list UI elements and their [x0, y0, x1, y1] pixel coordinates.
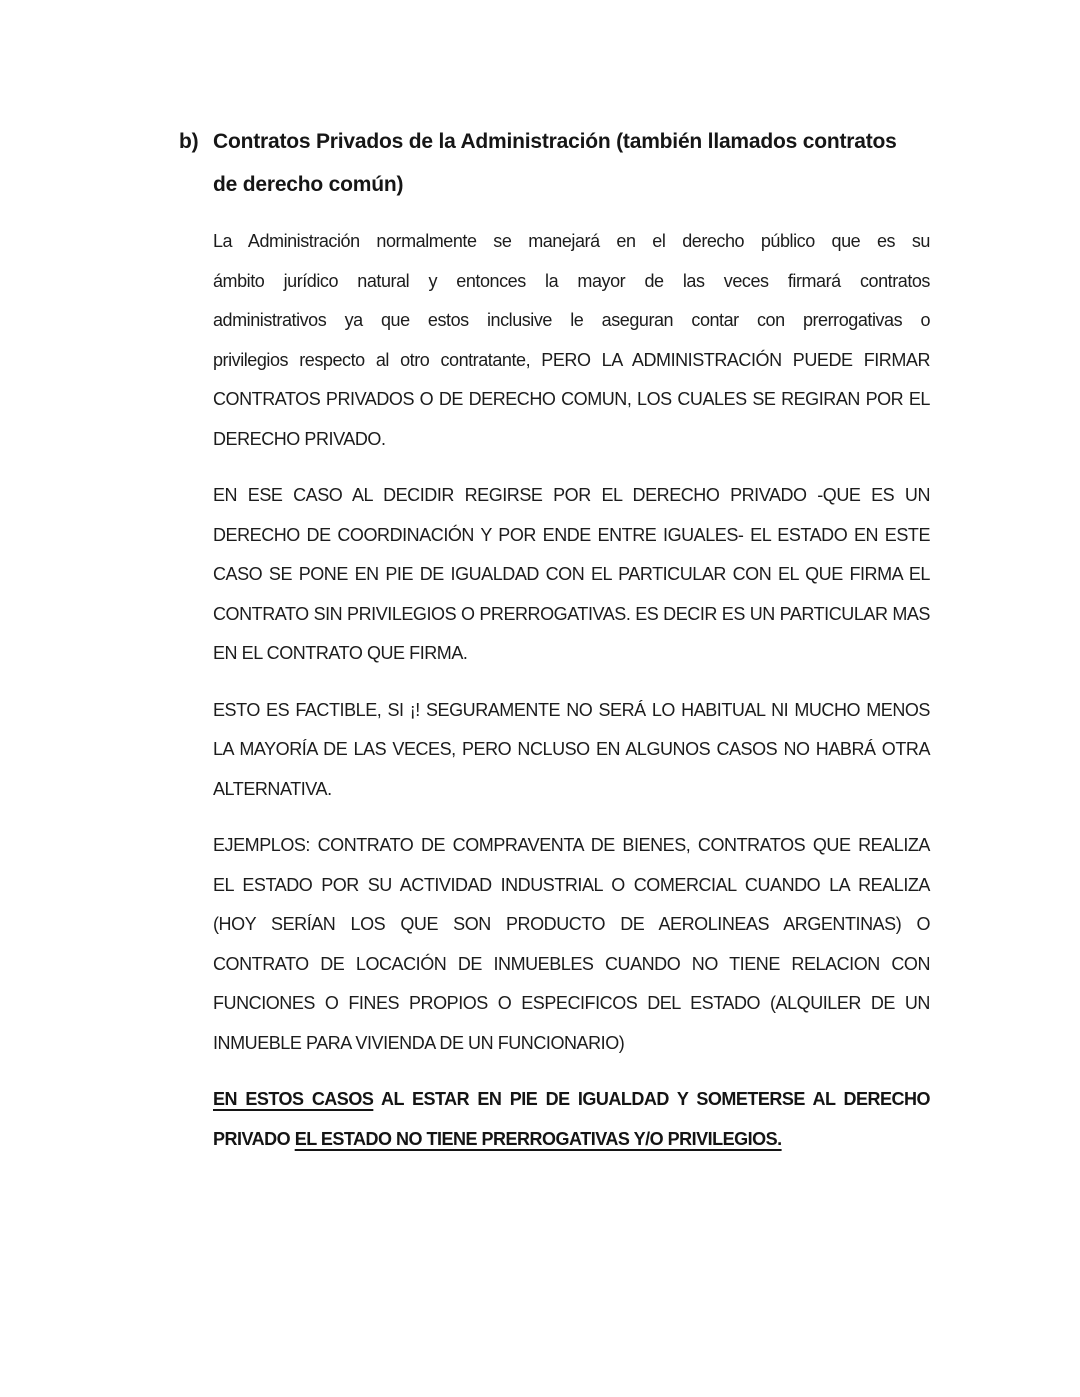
- text-line: [213, 1120, 930, 1160]
- text-line: ámbito jurídico natural y entonces la mayor de las veces firmará contratos: [213, 270, 930, 291]
- text-line: (HOY SERÍAN LOS QUE SON PRODUCTO DE AEROLINEAS ARGENTINAS) O: [213, 914, 930, 934]
- text-line: La Administración normalmente se manejará en el derecho público que es su: [213, 231, 930, 251]
- heading-list-marker: b): [179, 130, 199, 153]
- text-line: CONTRATO DE LOCACIÓN DE INMUEBLES CUANDO NO TIENE RELACION CON: [213, 953, 930, 974]
- paragraph-factible: [213, 691, 930, 810]
- conclusion-text: PRIVADO: [213, 1128, 295, 1149]
- text-line: privilegios respecto al otro contratante, PERO LA ADMINISTRACIÓN PUEDE FIRMAR: [213, 349, 930, 370]
- text-line: DERECHO PRIVADO.: [213, 428, 386, 449]
- paragraph-derecho-privado: [213, 476, 930, 674]
- text-line: LA MAYORÍA DE LAS VECES, PERO NCLUSO EN ALGUNOS CASOS NO HABRÁ OTRA: [213, 739, 930, 759]
- heading-line: de derecho común): [213, 173, 404, 196]
- text-line: FUNCIONES O FINES PROPIOS O ESPECIFICOS DEL ESTADO (ALQUILER DE UN: [213, 993, 930, 1013]
- underlined-text: EN ESTOS CASOS: [213, 1089, 374, 1109]
- conclusion-text: AL ESTAR EN PIE DE IGUALDAD Y SOMETERSE AL DERECHO: [373, 1089, 930, 1109]
- text-line: INMUEBLE PARA VIVIENDA DE UN FUNCIONARIO): [213, 1032, 625, 1053]
- text-line: ESTO ES FACTIBLE, SI ¡! SEGURAMENTE NO SERÁ LO HABITUAL NI MUCHO MENOS: [213, 699, 930, 720]
- text-line: [213, 1080, 930, 1120]
- text-line: EN ESE CASO AL DECIDIR REGIRSE POR EL DERECHO PRIVADO -QUE ES UN: [213, 485, 930, 505]
- underlined-text: EL ESTADO NO TIENE PRERROGATIVAS Y/O PRIVILEGIOS.: [294, 1128, 782, 1149]
- text-line: CONTRATOS PRIVADOS O DE DERECHO COMUN, LOS CUALES SE REGIRAN POR EL: [213, 389, 930, 409]
- document-content: [179, 120, 930, 1176]
- paragraph-conclusion: [213, 1080, 930, 1159]
- text-line: EN EL CONTRATO QUE FIRMA.: [213, 643, 468, 663]
- section-heading: [179, 120, 930, 206]
- text-line: CASO SE PONE EN PIE DE IGUALDAD CON EL PARTICULAR CON EL QUE FIRMA EL: [213, 564, 930, 584]
- text-line: ALTERNATIVA.: [213, 778, 332, 799]
- paragraph-intro: [213, 222, 930, 459]
- heading-line: Contratos Privados de la Administración (también llamados contratos: [213, 130, 897, 153]
- text-line: CONTRATO SIN PRIVILEGIOS O PRERROGATIVAS. ES DECIR ES UN PARTICULAR MAS: [213, 603, 930, 624]
- text-line: EJEMPLOS: CONTRATO DE COMPRAVENTA DE BIENES, CONTRATOS QUE REALIZA: [213, 835, 930, 855]
- text-line: EL ESTADO POR SU ACTIVIDAD INDUSTRIAL O COMERCIAL CUANDO LA REALIZA: [213, 874, 930, 895]
- text-line: administrativos ya que estos inclusive le aseguran contar con prerrogativas o: [213, 310, 930, 330]
- text-line: DERECHO DE COORDINACIÓN Y POR ENDE ENTRE IGUALES- EL ESTADO EN ESTE: [213, 524, 930, 545]
- paragraph-ejemplos: [213, 826, 930, 1063]
